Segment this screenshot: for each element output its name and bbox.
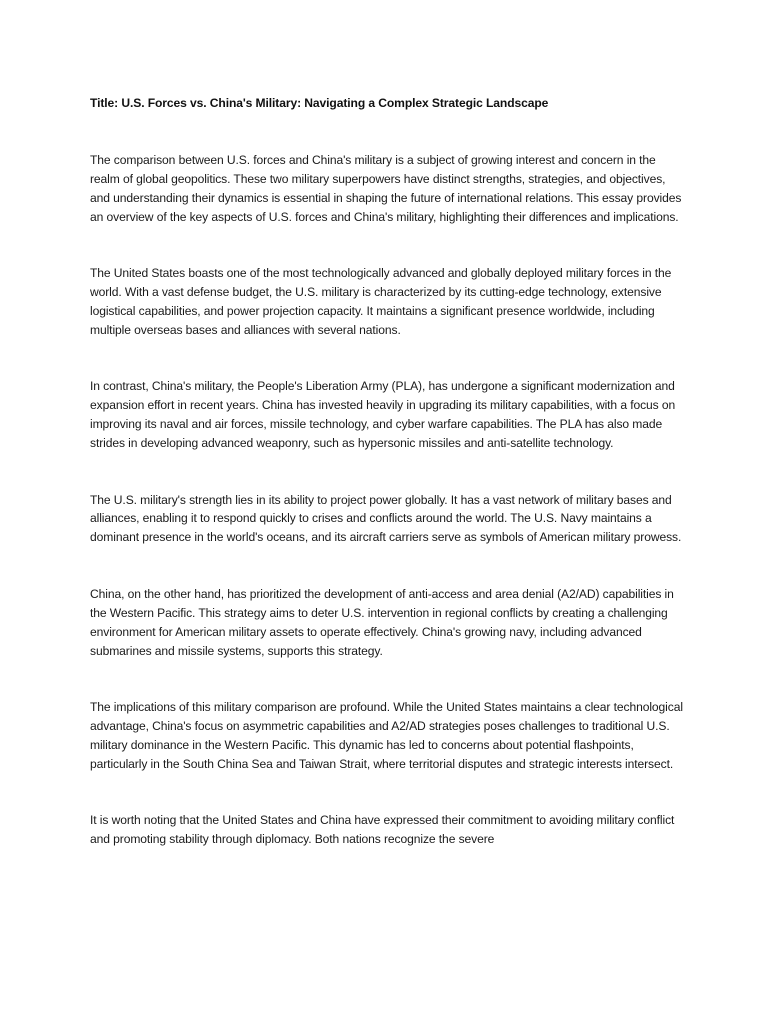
paragraph-china-overview: In contrast, China's military, the People's Liberation Army (PLA), has undergone a significant modernization and expansion effort in recent years. China has invested heavily in upgrading its military capabilities, with a focus on improving its naval and air forces, missile technology, and cyber warfare capabilities. The PLA has also made strides in developing advanced weaponry, such as hypersonic missiles and anti-satellite technology. xyxy=(90,379,676,451)
paragraph-diplomacy: It is worth noting that the United States and China have expressed their commitment to avoiding military conflict and promoting stability through diplomacy. Both nations recognize the severe xyxy=(90,813,675,847)
paragraph-us-overview: The United States boasts one of the most technologically advanced and globally deployed military forces in the world. With a vast defense budget, the U.S. military is characterized by its cutting-edge technology, extensive logistical capabilities, and power projection capacity. It maintains a significant presence worldwide, including multiple overseas bases and alliances with several nations. xyxy=(90,266,672,337)
paragraph-china-a2ad: China, on the other hand, has prioritized the development of anti-access and area denial (A2/AD) capabilities in the Western Pacific. This strategy aims to deter U.S. intervention in regional conflicts by creating a challenging environment for American military assets to operate effectively. China's growing navy, including advanced submarines and missile systems, supports this strategy. xyxy=(90,586,674,658)
document-body xyxy=(90,94,688,849)
paragraph-implications: The implications of this military comparison are profound. While the United States maintains a clear technological advantage, China's focus on asymmetric capabilities and A2/AD strategies poses challenges to traditional U.S. military dominance in the Western Pacific. This dynamic has led to concerns about potential flashpoints, particularly in the South China Sea and Taiwan Strait, where territorial disputes and strategic interests intersect. xyxy=(90,700,683,771)
document-title: Title: U.S. Forces vs. China's Military: Navigating a Complex Strategic Landscape xyxy=(90,96,549,110)
paragraph-us-strength: The U.S. military's strength lies in its ability to project power globally. It has a vast network of military bases and alliances, enabling it to respond quickly to crises and conflicts around the world. The U.S. Navy maintains a dominant presence in the world's oceans, and its aircraft carriers serve as symbols of American military prowess. xyxy=(90,492,682,545)
paragraph-introduction: The comparison between U.S. forces and China's military is a subject of growing interest and concern in the realm of global geopolitics. These two military superpowers have distinct strengths, strategies, and objectives, and understanding their dynamics is essential in shaping the future of international relations. This essay provides an overview of the key aspects of U.S. forces and China's military, highlighting their differences and implications. xyxy=(90,152,682,224)
